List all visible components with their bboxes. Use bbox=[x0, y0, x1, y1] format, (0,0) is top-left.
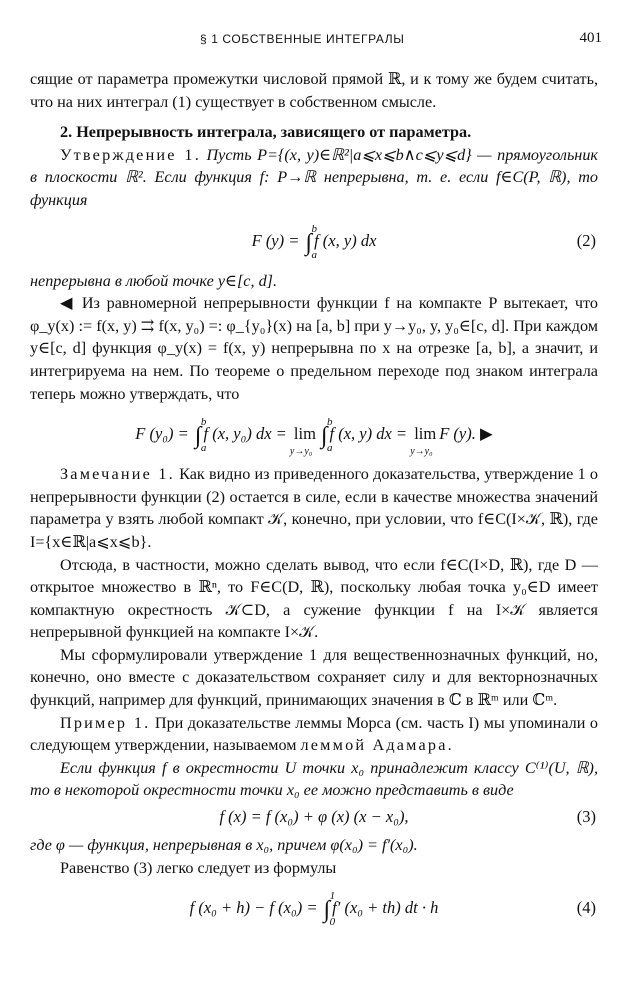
limit-formula-rhs: F (y). bbox=[439, 424, 476, 444]
limit-formula bbox=[30, 405, 598, 463]
lim-subscript: y→y₀ bbox=[289, 446, 313, 458]
consequence-paragraph: Отсюда, в частности, можно сделать вывод, что если f∈C(I×D, ℝ), где D — открытое множество в ℝⁿ, то F∈C(D, ℝ), поскольку любая точка y₀∈D имеет компактную окрестность 𝒦⊂D, а сужение функции f на I×𝒦 является непрерывной функцией на компакте I×𝒦. bbox=[30, 555, 598, 642]
formula-2 bbox=[30, 212, 598, 270]
proof-end-mark: ▶ bbox=[480, 424, 493, 444]
page-number: 401 bbox=[579, 30, 602, 46]
limit-operator bbox=[410, 423, 437, 458]
hadamard-statement: Если функция f в окрестности U точки x₀ принадлежит классу C⁽¹⁾(U, ℝ), то в некоторой окрестности точки x₀ ее можно представить в виде bbox=[30, 758, 598, 800]
vector-valued-paragraph: Мы сформулировали утверждение 1 для вещественнозначных функций, но, конечно, оно вместе с доказательством сохраняет силу и для векторнозначных функций, например для функций, принимающих значения в ℂ в ℝᵐ или ℂᵐ. bbox=[30, 645, 598, 710]
statement-1 bbox=[30, 144, 598, 212]
integral-sign: ∫ b a bbox=[306, 232, 313, 255]
limit-formula-integrand-2: f (x, y) dx = bbox=[329, 424, 412, 444]
integral-sign: ∫ 1 0 bbox=[324, 899, 331, 922]
statement-text: Пусть P={(x, y)∈ℝ²|a⩽x⩽b∧c⩽y⩽d} — прямоугольник в плоскости ℝ². Если функция f: P→ℝ непрерывна, т. е. если f∈C(P, ℝ), то функция bbox=[30, 145, 599, 209]
continuity-line: непрерывна в любой точке y∈[c, d]. bbox=[30, 271, 278, 290]
header-title: § 1 СОБСТВЕННЫЕ ИНТЕГРАЛЫ bbox=[200, 32, 405, 46]
limit-operator bbox=[289, 423, 316, 458]
integral-upper-limit: 1 bbox=[329, 890, 336, 903]
proof-paragraph: ◀ Из равномерной непрерывности функции f на компакте P вытекает, что φ_y(x) := f(x, y) ⇉ f(x, y₀) =: φ_{y₀}(x) на [a, b] при y→y₀, y, y₀∈[c, d]. При каждом y∈[c, d] функция φ_y(x) = f(x, y) непрерывна по x на отрезке [a, b], а значит, и интегрируема на нем. По теореме о предельном переходе под знаком интеграла теперь можно утверждать, что bbox=[30, 294, 598, 403]
formula-4-integrand: f′ (x₀ + th) dt · h bbox=[332, 898, 439, 918]
integral-lower-limit: a bbox=[200, 442, 207, 455]
running-header bbox=[0, 30, 628, 50]
lim-text: lim bbox=[293, 424, 316, 444]
example-1 bbox=[30, 712, 598, 757]
formula-4-lhs: f (x₀ + h) − f (x₀) = bbox=[189, 898, 322, 918]
example-label: Пример 1. bbox=[60, 713, 151, 732]
intro-paragraph: сящие от параметра промежутки числовой прямой ℝ, и к тому же будем считать, что на них интеграл (1) существует в собственном смысле. bbox=[30, 70, 598, 111]
formula-4 bbox=[30, 879, 598, 937]
formula-3-tag: (3) bbox=[576, 807, 596, 827]
formula-3 bbox=[30, 802, 598, 834]
where-line: где φ — функция, непрерывная в x₀, причем φ(x₀) = f′(x₀). bbox=[30, 836, 418, 855]
integral-upper-limit: b bbox=[326, 416, 333, 429]
statement-label: Утверждение 1. bbox=[60, 145, 201, 164]
lim-subscript: y→y₀ bbox=[410, 446, 433, 458]
integral-upper-limit: b bbox=[311, 222, 318, 235]
example-text: При доказательстве леммы Морса (см. часть I) мы упоминали о следующем утверждении, называемом bbox=[30, 713, 598, 755]
formula-2-integrand: f (x, y) dx bbox=[314, 230, 377, 250]
page-body bbox=[30, 68, 598, 937]
formula-4-tag: (4) bbox=[576, 898, 596, 918]
lemma-name: леммой Адамара. bbox=[300, 736, 454, 755]
integral-lower-limit: 0 bbox=[329, 916, 336, 929]
integral-sign: ∫ b a bbox=[321, 425, 328, 448]
formula-2-tag: (2) bbox=[576, 230, 596, 250]
remark-label: Замечание 1. bbox=[60, 465, 175, 484]
integral-lower-limit: a bbox=[311, 248, 318, 261]
limit-formula-lhs: F (y₀) = bbox=[135, 424, 193, 444]
integral-sign: ∫ b a bbox=[195, 425, 202, 448]
remark-text: Как видно из приведенного доказательства, утверждение 1 о непрерывности функции (2) остается в силе, если в качестве множества значений параметра y взять любой компакт 𝒦, конечно, при условии, что f∈C(I×𝒦, ℝ), где I={x∈ℝ|a⩽x⩽b}. bbox=[30, 465, 598, 551]
section-heading: 2. Непрерывность интеграла, зависящего от параметра. bbox=[60, 123, 472, 142]
integral-upper-limit: b bbox=[200, 416, 207, 429]
formula-3-expression: f (x) = f (x₀) + φ (x) (x − x₀), bbox=[219, 807, 409, 827]
limit-formula-integrand-1: f (x, y₀) dx = bbox=[203, 424, 291, 444]
integral-lower-limit: a bbox=[326, 442, 333, 455]
equality-line: Равенство (3) легко следует из формулы bbox=[60, 858, 337, 877]
remark-1 bbox=[30, 463, 598, 553]
lim-text: lim bbox=[414, 424, 437, 444]
formula-2-lhs: F (y) = bbox=[251, 230, 304, 250]
